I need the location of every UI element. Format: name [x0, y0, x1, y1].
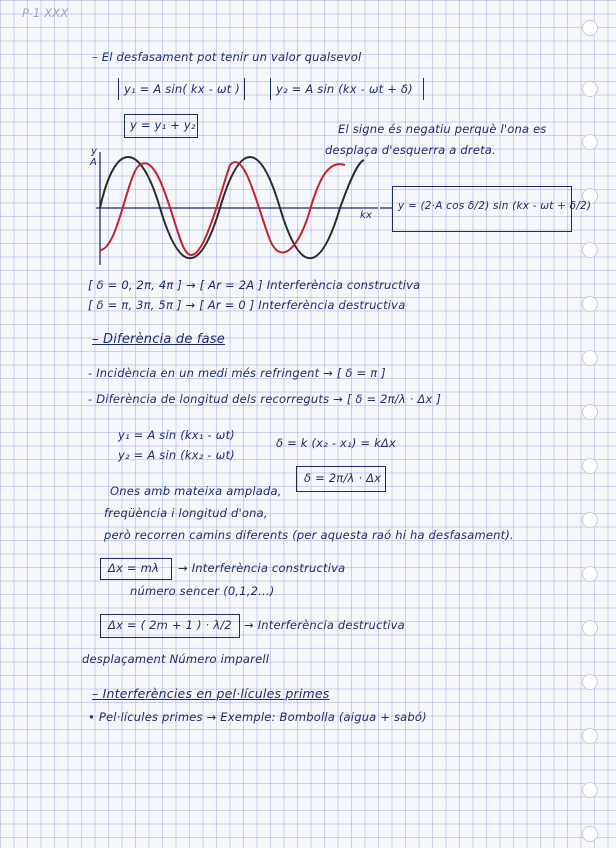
heading-phase: – Diferència de fase: [92, 332, 225, 347]
corner-mark: P-1 XXX: [22, 6, 69, 20]
bullet-refringent: - Incidència en un medi més refringent → [ δ = π ]: [88, 366, 386, 380]
eq-y1: y₁ = A sin (kx₁ - ωt): [118, 428, 235, 442]
dx2: Δx = ( 2m + 1 ) · λ/2: [108, 618, 232, 632]
dx1-text: → Interferència constructiva: [178, 561, 346, 575]
note-1: El signe és negatiu perquè l'ona es: [338, 122, 547, 136]
case-constructive: [ δ = 0, 2π, 4π ] → [ Ar = 2A ] Interferència constructiva: [88, 278, 421, 292]
waves-1: Ones amb mateixa amplada,: [110, 484, 282, 498]
line-desfasament: – El desfasament pot tenir un valor qualsevol: [92, 50, 362, 64]
dx2-text: → Interferència destructiva: [244, 618, 405, 632]
waves-2: freqüència i longitud d'ona,: [104, 506, 268, 520]
axis-kx: kx: [360, 210, 373, 221]
case-destructive: [ δ = π, 3π, 5π ] → [ Ar = 0 ] Interferència destructiva: [88, 298, 406, 312]
eq-delta-k: δ = k (x₂ - x₁) = kΔx: [276, 436, 397, 450]
bullet-films: • Pel·lícules primes → Exemple: Bombolla (aigua + sabó): [88, 710, 427, 724]
axis-y: y: [91, 146, 98, 157]
eq2: y₂ = A sin (kx - ωt + δ): [276, 82, 413, 96]
dx1-note: número sencer (0,1,2...): [130, 584, 275, 598]
result: y = (2·A cos δ/2) sin (kx - ωt + δ/2): [398, 200, 592, 212]
dx2-note: desplaçament Número imparell: [82, 652, 270, 666]
note-2: desplaça d'esquerra a dreta.: [325, 143, 496, 157]
delta: δ = 2π/λ · Δx: [304, 471, 382, 485]
dx1: Δx = mλ: [108, 561, 160, 575]
sum: y = y₁ + y₂: [130, 118, 196, 132]
bullet-path: - Diferència de longitud dels recorreguts → [ δ = 2π/λ · Δx ]: [88, 392, 442, 406]
heading-films: – Interferències en pel·lícules primes: [92, 686, 330, 701]
eq1: y₁ = A sin( kx - ωt ): [124, 82, 240, 96]
axis-A: A: [90, 157, 98, 168]
waves-3: però recorren camins diferents (per aquesta raó hi ha desfasament).: [104, 528, 514, 542]
eq-y2: y₂ = A sin (kx₂ - ωt): [118, 448, 235, 462]
